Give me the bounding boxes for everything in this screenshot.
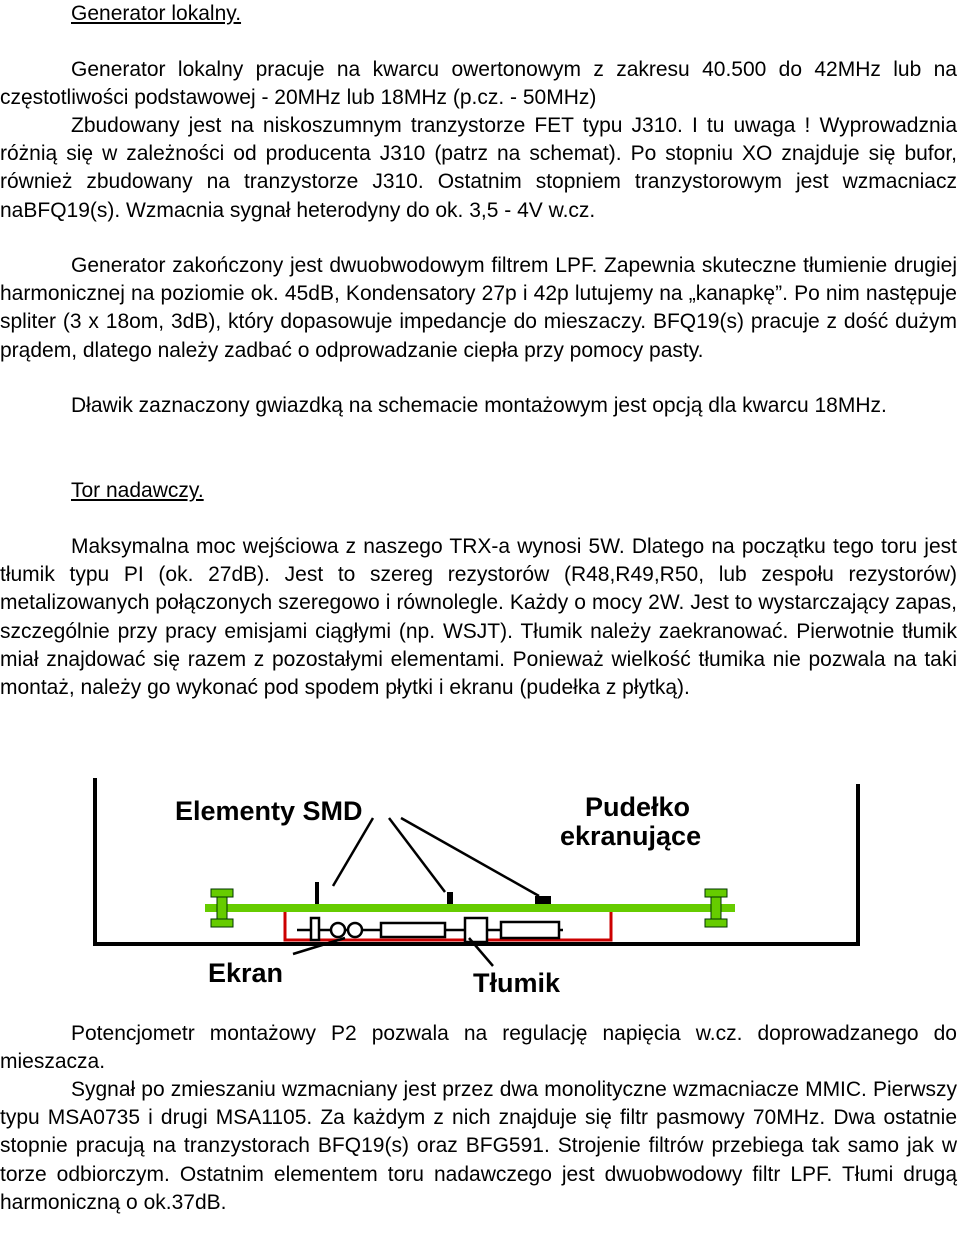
paragraph: Sygnał po zmieszaniu wzmacniany jest przez dwa monolityczne wzmacniacze MMIC. Pierwszy typu MSA0735 i drugi MSA1105. Za każdym z nich znajduje się filtr pasmowy 70MHz. Dwa ostatnie stopnie pracują na tranzystorach BFQ19(s) oraz BFG591. Strojenie filtrów przebiega tak samo jak w torze odbiorczym. Ostatnim elementem toru nadawczego jest dwuobwodowy filtr LPF. Tłumi drugą harmoniczną o ok.37dB. — [0, 1078, 957, 1214]
paragraph: Generator lokalny pracuje na kwarcu owertonowym z zakresu 40.500 do 42MHz lub na częstotliwości podstawowej - 20MHz lub 18MHz (p.cz. - 50MHz) — [0, 58, 957, 110]
smd-part — [315, 882, 319, 904]
smd-part — [535, 896, 551, 904]
label-screen: Ekran — [208, 958, 284, 988]
paragraph: Potencjometr montażowy P2 pozwala na regulację napięcia w.cz. doprowadzanego do mieszacza. — [0, 1022, 957, 1074]
pcb-board — [205, 904, 735, 912]
label-smd-elements: Elementy SMD — [175, 796, 363, 826]
smd-part — [447, 892, 453, 904]
paragraph: Generator zakończony jest dwuobwodowym filtrem LPF. Zapewnia skuteczne tłumienie drugiej harmonicznej na poziomie ok. 45dB, Kondensatory 27p i 42p lutujemy na „kanapkę”. Po nim następuje spliter (3 x 18om, 3dB), który dopasowuje impedancje do mieszaczy. BFQ19(s) pracuje z dość dużym prądem, dlatego należy zadbać o odprowadzanie ciepła przy pomocy pasty. — [0, 254, 957, 362]
section-heading-transmit-path: Tor nadawczy. — [71, 479, 204, 502]
paragraph: Maksymalna moc wejściowa z naszego TRX-a wynosi 5W. Dlatego na początku tego toru jest tłumik typu PI (ok. 27dB). Jest to szereg rezystorów (R48,R49,R50, lub zespołu rezystorów) metalizowanych połączonych szeregowo i równolegle. Każdy o mocy 2W. Jest to wystarczający zapas, szczególnie przy pracy emisjami ciągłymi (np. WSJT). Tłumik należy zaekranować. Pierwotnie tłumik miał znajdować się razem z pozostałymi elementami. Ponieważ wielkość tłumika nie pozwala na taki montaż, należy go wykonać pod spodem płytki i ekranu (pudełka z płytką). — [0, 535, 957, 700]
paragraph: Zbudowany jest na niskoszumnym tranzystorze FET typu J310. I tu uwaga ! Wyprowadznia różnią się w zależności od producenta J310 (patrz na schemat). Po stopniu XO znajduje się bufor, również zbudowany na tranzystorze J310. Ostatnim stopniem tranzystorowym jest wzmacniacz naBFQ19(s). Wzmacnia sygnał heterodyny do ok. 3,5 - 4V w.cz. — [0, 114, 957, 222]
shielding-diagram — [93, 756, 865, 1004]
attenuator-resistors — [297, 918, 563, 942]
label-attenuator: Tłumik — [473, 968, 561, 998]
section-heading-local-generator: Generator lokalny. — [71, 2, 242, 25]
label-shield-box-line2: ekranujące — [560, 821, 702, 851]
label-shield-box-line1: Pudełko — [585, 792, 691, 822]
shielding-diagram-svg — [93, 756, 865, 1004]
paragraph: Dławik zaznaczony gwiazdką na schemacie montażowym jest opcją dla kwarcu 18MHz. — [71, 394, 887, 417]
